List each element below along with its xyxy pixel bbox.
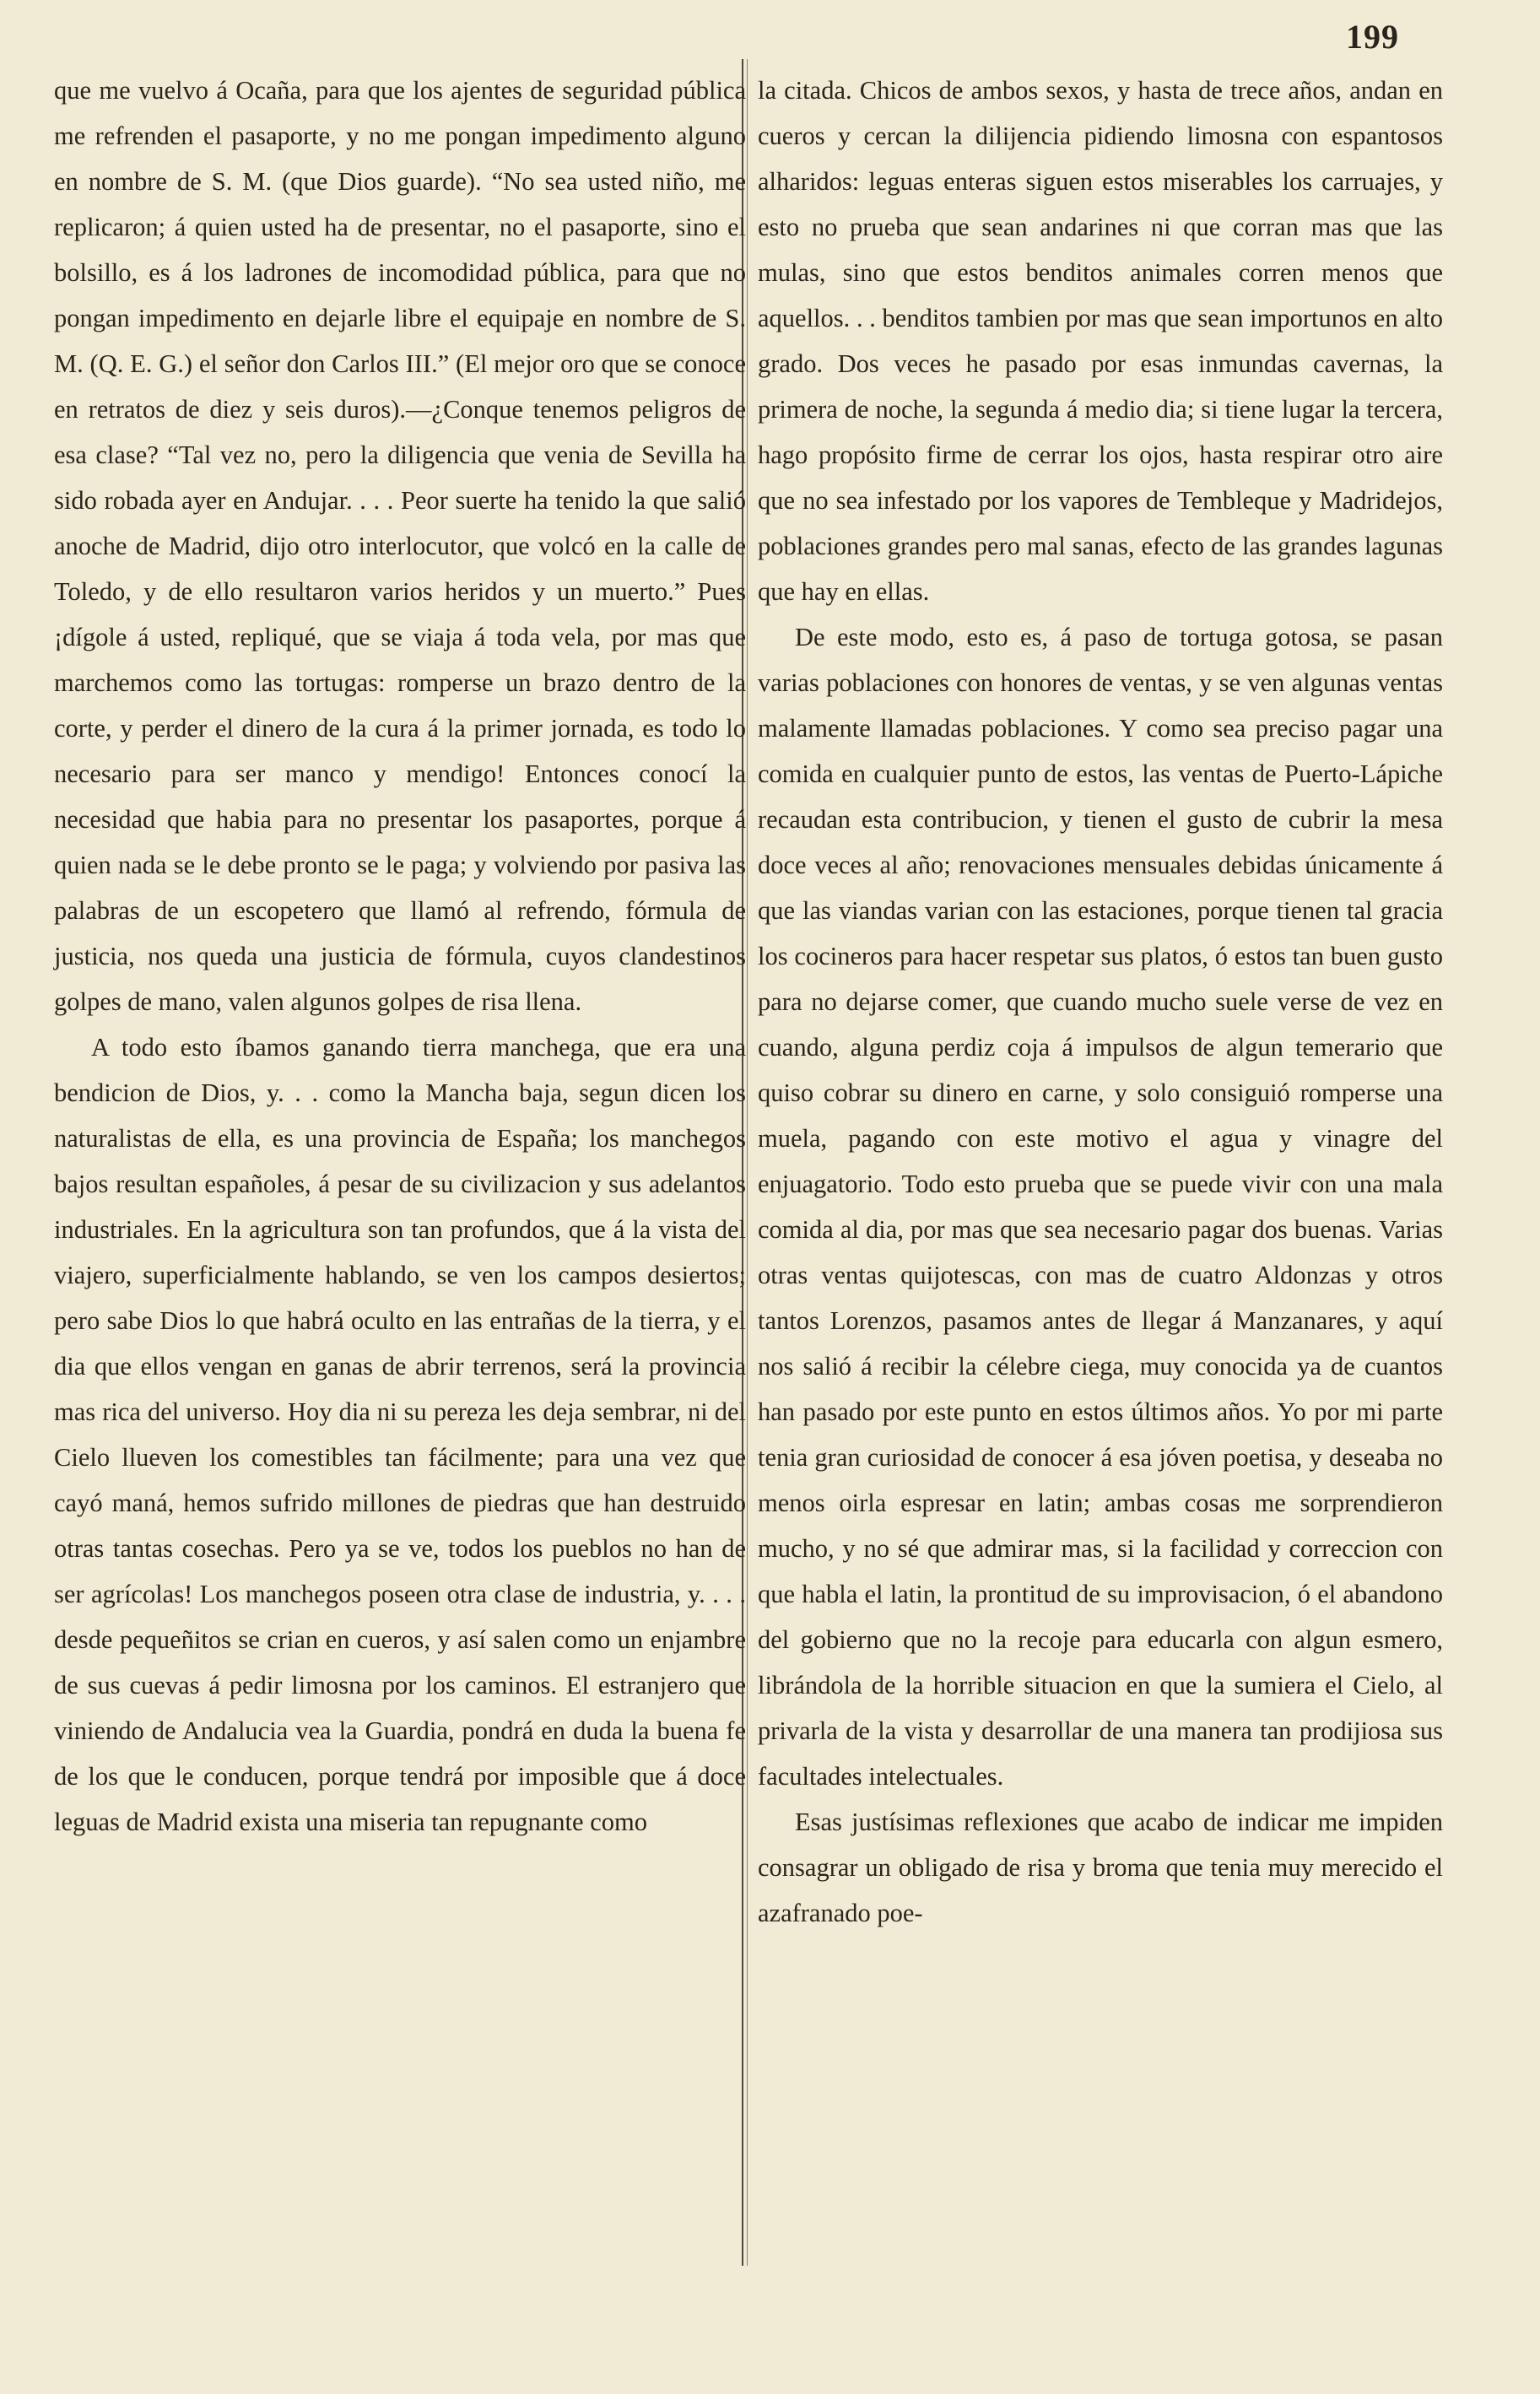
right-column <box>758 68 1443 1936</box>
paragraph: Esas justísimas reflexiones que acabo de indicar me impiden consagrar un obligado de risa y broma que tenia muy merecido el azafranado poe- <box>758 1808 1443 1927</box>
page-number: 199 <box>1346 18 1399 56</box>
paragraph: A todo esto íbamos ganando tierra manchega, que era una bendicion de Dios, y. . . como la Mancha baja, segun dicen los naturalistas de ella, es una provincia de España; los manchegos bajos resultan españoles, á pesar de su civilizacion y sus adelantos industriales. En la agricultura son tan profundos, que á la vista del viajero, superficialmente hablando, se ven los campos desiertos; pero sabe Dios lo que habrá oculto en las entrañas de la tierra, y el dia que ellos vengan en ganas de abrir terrenos, será la provincia mas rica del universo. Hoy dia ni su pereza les deja sembrar, ni del Cielo llueven los comestibles tan fácilmente; para una vez que cayó maná, hemos sufrido millones de piedras que han destruido otras tantas cosechas. Pero ya se ve, todos los pueblos no han de ser agrícolas! Los manchegos poseen otra clase de industria, y. . . . desde pequeñitos se crian en cueros, y así salen como un enjambre de sus cuevas á pedir limosna por los caminos. El estranjero que viniendo de Andalucia vea la Guardia, pondrá en duda la buena fe de los que le conducen, porque tendrá por imposible que á doce leguas de Madrid exista una miseria tan repugnante como <box>54 1033 746 1836</box>
paragraph: que me vuelvo á Ocaña, para que los ajentes de seguridad pública me refrenden el pasaporte, y no me pongan impedimento alguno en nombre de S. M. (que Dios guarde). “No sea usted niño, me replicaron; á quien usted ha de presentar, no el pasaporte, sino el bolsillo, es á los ladrones de incomodidad pública, para que no pongan impedimento en dejarle libre el equipaje en nombre de S. M. (Q. E. G.) el señor don Carlos III.” (El mejor oro que se conoce en retratos de diez y seis duros).—¿Conque tenemos peligros de esa clase? “Tal vez no, pero la diligencia que venia de Sevilla ha sido robada ayer en Andujar. . . . Peor suerte ha tenido la que salió anoche de Madrid, dijo otro interlocutor, que volcó en la calle de Toledo, y de ello resultaron varios heridos y un muerto.” Pues ¡dígole á usted, repliqué, que se viaja á toda vela, por mas que marchemos como las tortugas: romperse un brazo dentro de la corte, y perder el dinero de la cura á la primer jornada, es todo lo necesario para ser manco y mendigo! Entonces conocí la necesidad que habia para no presentar los pasaportes, porque á quien nada se le debe pronto se le paga; y volviendo por pasiva las palabras de un escopetero que llamó al refrendo, fórmula de justicia, nos queda una justicia de fórmula, cuyos clandestinos golpes de mano, valen algunos golpes de risa llena. <box>54 76 746 1016</box>
left-column <box>54 68 746 1845</box>
column-divider-inner <box>747 59 748 2266</box>
paragraph: la citada. Chicos de ambos sexos, y hasta de trece años, andan en cueros y cercan la dilijencia pidiendo limosna con espantosos alharidos: leguas enteras siguen estos miserables los carruajes, y esto no prueba que sean andarines ni que corran mas que las mulas, sino que estos benditos animales corren menos que aquellos. . . benditos tambien por mas que sean importunos en alto grado. Dos veces he pasado por esas inmundas cavernas, la primera de noche, la segunda á medio dia; si tiene lugar la tercera, hago propósito firme de cerrar los ojos, hasta respirar otro aire que no sea infestado por los vapores de Tembleque y Madridejos, poblaciones grandes pero mal sanas, efecto de las grandes lagunas que hay en ellas. <box>758 76 1443 606</box>
paragraph: De este modo, esto es, á paso de tortuga gotosa, se pasan varias poblaciones con honores de ventas, y se ven algunas ventas malamente llamadas poblaciones. Y como sea preciso pagar una comida en cualquier punto de estos, las ventas de Puerto-Lápiche recaudan esta contribucion, y tienen el gusto de cubrir la mesa doce veces al año; renovaciones mensuales debidas únicamente á que las viandas varian con las estaciones, porque tienen tal gracia los cocineros para hacer respetar sus platos, ó estos tan buen gusto para no dejarse comer, que cuando mucho suele verse de vez en cuando, alguna perdiz coja á impulsos de algun temerario que quiso cobrar su dinero en carne, y solo consiguió romperse una muela, pagando con este motivo el agua y vinagre del enjuagatorio. Todo esto prueba que se puede vivir con una mala comida al dia, por mas que sea necesario pagar dos buenas. Varias otras ventas quijotescas, con mas de cuatro Aldonzas y otros tantos Lorenzos, pasamos antes de llegar á Manzanares, y aquí nos salió á recibir la célebre ciega, muy conocida ya de cuantos han pasado por este punto en estos últimos años. Yo por mi parte tenia gran curiosidad de conocer á esa jóven poetisa, y deseaba no menos oirla espresar en latin; ambas cosas me sorprendieron mucho, y no sé que admirar mas, si la facilidad y correccion con que habla el latin, la prontitud de su improvisacion, ó el abandono del gobierno que no la recoje para educarla con algun esmero, librándola de la horrible situacion en que la sumiera el Cielo, al privarla de la vista y desarrollar de una manera tan prodijiosa sus facultades intelectuales. <box>758 623 1443 1791</box>
